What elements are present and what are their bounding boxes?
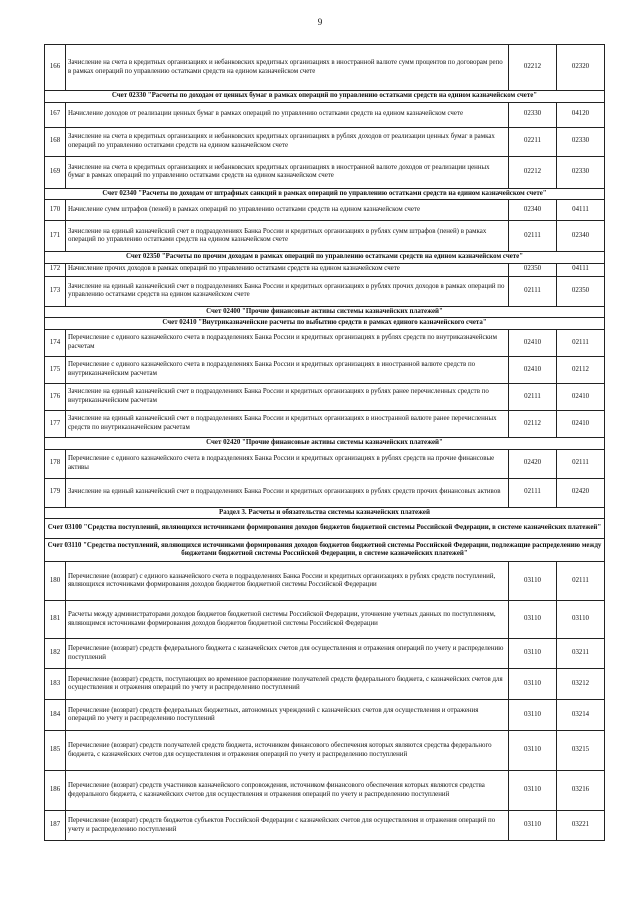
table-row [45,356,605,383]
row-number: 173 [45,276,66,306]
page-number: 9 [317,17,323,27]
entry-description: Зачисление на единый казначейский счет в подразделениях Банка России и кредитных организациях в рублях сумм штрафов (пеней) в рамках операций по управлению остатками средств на едином казначейском счете [66,221,509,252]
entry-description: Зачисление на счета в кредитных организациях и небанковских кредитных организациях в иностранной валюте сумм процентов по договорам репо в рамках операций по управлению остатками средств на едином казначейском счете [66,45,509,91]
table-row [45,700,605,731]
section-header-row [45,252,605,264]
entry-description: Зачисление на единый казначейский счет в подразделениях Банка России и кредитных организациях в рублях ранее перечисленных средств по внутриказначейским расчетам [66,383,509,410]
row-number: 185 [45,731,66,771]
credit-account: 02420 [557,478,605,507]
table-row [45,200,605,221]
entry-description: Перечисление (возврат) средств участников казначейского сопровождения, источником финансового обеспечения которых являются средства федерального бюджета, с казначейских счетов для осуществления и отражения операций по учету и распределению поступлений [66,771,509,811]
section-header-row [45,519,605,539]
table-body [45,45,605,841]
table-row [45,127,605,156]
debit-account: 03110 [509,771,557,811]
credit-account: 03211 [557,639,605,669]
credit-account: 02112 [557,356,605,383]
debit-account: 02212 [509,156,557,188]
row-number: 168 [45,127,66,156]
debit-account: 02420 [509,449,557,478]
table-row [45,263,605,276]
entry-description: Перечисление (возврат) средств федерального бюджета с казначейских счетов для осуществления и отражения операций по учету и распределению поступлений [66,639,509,669]
entry-description: Перечисление с единого казначейского счета в подразделениях Банка России и кредитных организациях в рублях средств по внутриказначейским расчетам [66,329,509,356]
row-number: 187 [45,811,66,841]
debit-account: 03110 [509,601,557,639]
table-row [45,329,605,356]
entry-description: Перечисление с единого казначейского счета в подразделениях Банка России и кредитных организациях в иностранной валюте средств по внутриказначейским расчетам [66,356,509,383]
section-title: Счет 03110 "Средства поступлений, являющихся источниками формирования доходов бюджетов бюджетной системы Российской Федерации, подлежащие распределению между бюджетами бюджетной системы Российской Федерации, в системе казначейских платежей" [45,539,605,562]
debit-account: 02112 [509,410,557,437]
row-number: 175 [45,356,66,383]
row-number: 180 [45,562,66,601]
credit-account: 02410 [557,410,605,437]
credit-account: 02111 [557,329,605,356]
credit-account: 03215 [557,731,605,771]
row-number: 177 [45,410,66,437]
row-number: 174 [45,329,66,356]
entry-description: Начисление доходов от реализации ценных бумаг в рамках операций по управлению остатками средств на едином казначейском счете [66,102,509,127]
table-row [45,102,605,127]
row-number: 167 [45,102,66,127]
credit-account: 03214 [557,700,605,731]
table-row [45,601,605,639]
section-title: Счет 03100 "Средства поступлений, являющихся источниками формирования доходов бюджетов бюджетной системы Российской Федерации, в системе казначейских платежей" [45,519,605,539]
section-title: Раздел 3. Расчеты и обязательства системы казначейских платежей [45,507,605,519]
row-number: 184 [45,700,66,731]
table-row [45,449,605,478]
debit-account: 03110 [509,669,557,700]
table-row [45,478,605,507]
debit-account: 03110 [509,731,557,771]
section-header-row [45,539,605,562]
entry-description: Зачисление на единый казначейский счет в подразделениях Банка России и кредитных организациях в рублях средств прочих финансовых активов [66,478,509,507]
debit-account: 03110 [509,700,557,731]
debit-account: 02111 [509,478,557,507]
row-number: 176 [45,383,66,410]
row-number: 172 [45,263,66,276]
row-number: 182 [45,639,66,669]
debit-account: 02111 [509,276,557,306]
entry-description: Перечисление (возврат) средств бюджетов субъектов Российской Федерации с казначейских счетов для осуществления и отражения операций по учету и распределению поступлений [66,811,509,841]
credit-account: 03110 [557,601,605,639]
credit-account: 03212 [557,669,605,700]
debit-account: 02211 [509,127,557,156]
section-title: Счет 02420 "Прочие финансовые активы системы казначейских платежей" [45,437,605,449]
credit-account: 02350 [557,276,605,306]
row-number: 181 [45,601,66,639]
table-row [45,383,605,410]
section-header-row [45,188,605,200]
section-header-row [45,91,605,103]
debit-account: 02340 [509,200,557,221]
entry-description: Зачисление на счета в кредитных организациях и небанковских кредитных организациях в иностранной валюте доходов от реализации ценных бумаг в рамках операций по управлению остатками средств на едином казначейском счете [66,156,509,188]
table-row [45,45,605,91]
credit-account: 02320 [557,45,605,91]
row-number: 170 [45,200,66,221]
entry-description: Перечисление (возврат) средств федеральных бюджетных, автономных учреждений с казначейских счетов для осуществления и отражения операций по учету и распределению поступлений [66,700,509,731]
section-title: Счет 02330 "Расчеты по доходам от ценных бумаг в рамках операций по управлению остатками средств на едином казначейском счете" [45,91,605,103]
section-header-row [45,318,605,330]
debit-account: 02111 [509,383,557,410]
credit-account: 02111 [557,449,605,478]
section-header-row [45,437,605,449]
table-row [45,156,605,188]
row-number: 169 [45,156,66,188]
entry-description: Перечисление с единого казначейского счета в подразделениях Банка России и кредитных организациях в рублях средств на прочие финансовые активы [66,449,509,478]
entry-description: Зачисление на единый казначейский счет в подразделениях Банка России и кредитных организациях в иностранной валюте ранее перечисленных средств по внутриказначейским расчетам [66,410,509,437]
debit-account: 03110 [509,639,557,669]
entry-description: Начисление сумм штрафов (пеней) в рамках операций по управлению остатками средств на едином казначейском счете [66,200,509,221]
entry-description: Зачисление на единый казначейский счет в подразделениях Банка России и кредитных организациях в рублях прочих доходов в рамках операций по управлению остатками средств на едином казначейском счете [66,276,509,306]
table-row [45,410,605,437]
table-row [45,639,605,669]
table-row [45,562,605,601]
entry-description: Перечисление (возврат) средств получателей средств бюджета, источником финансового обеспечения которых являются средства федерального бюджета, с казначейских счетов для осуществления и отражения операций по учету и распределению поступлений [66,731,509,771]
row-number: 166 [45,45,66,91]
table-row [45,811,605,841]
section-title: Счет 02410 "Внутриказначейские расчеты по выбытию средств в рамках единого казначейского счета" [45,318,605,330]
row-number: 178 [45,449,66,478]
row-number: 186 [45,771,66,811]
credit-account: 02111 [557,562,605,601]
credit-account: 02340 [557,221,605,252]
section-header-row [45,507,605,519]
table-row [45,669,605,700]
section-title: Счет 02400 "Прочие финансовые активы системы казначейских платежей" [45,306,605,318]
table-row [45,731,605,771]
debit-account: 02111 [509,221,557,252]
row-number: 171 [45,221,66,252]
credit-account: 03216 [557,771,605,811]
accounting-entries-table [44,44,605,841]
debit-account: 03110 [509,562,557,601]
entry-description: Перечисление (возврат) с единого казначейского счета в подразделениях Банка России и кредитных организациях в рублях средств поступлений, являющихся источниками формирования доходов бюджетов бюджетной системы Российской Федерации [66,562,509,601]
entry-description: Зачисление на счета в кредитных организациях и небанковских кредитных организациях в рублях доходов от реализации ценных бумаг в рамках операций по управлению остатками средств на едином казначейском счете [66,127,509,156]
table-row [45,276,605,306]
entry-description: Расчеты между администраторами доходов бюджетов бюджетной системы Российской Федерации, уточнение учетных данных по поступлениям, являющимся источниками формирования доходов бюджетов бюджетной системы Российской Федерации [66,601,509,639]
section-title: Счет 02350 "Расчеты по прочим доходам в рамках операций по управлению остатками средств на едином казначейском счете" [45,252,605,264]
debit-account: 02350 [509,263,557,276]
debit-account: 02410 [509,329,557,356]
section-title: Счет 02340 "Расчеты по доходам от штрафных санкций в рамках операций по управлению остатками средств на едином казначейском счете" [45,188,605,200]
section-header-row [45,306,605,318]
table-row [45,771,605,811]
row-number: 179 [45,478,66,507]
credit-account: 04111 [557,200,605,221]
entry-description: Начисление прочих доходов в рамках операций по управлению остатками средств на едином казначейском счете [66,263,509,276]
table-row [45,221,605,252]
credit-account: 02330 [557,156,605,188]
row-number: 183 [45,669,66,700]
debit-account: 02410 [509,356,557,383]
credit-account: 02330 [557,127,605,156]
debit-account: 02212 [509,45,557,91]
credit-account: 04120 [557,102,605,127]
credit-account: 02410 [557,383,605,410]
debit-account: 03110 [509,811,557,841]
credit-account: 04111 [557,263,605,276]
debit-account: 02330 [509,102,557,127]
entry-description: Перечисление (возврат) средств, поступающих во временное распоряжение получателей средств федерального бюджета, с казначейских счетов для осуществления и отражения операций по учету и распределению поступлений [66,669,509,700]
credit-account: 03221 [557,811,605,841]
